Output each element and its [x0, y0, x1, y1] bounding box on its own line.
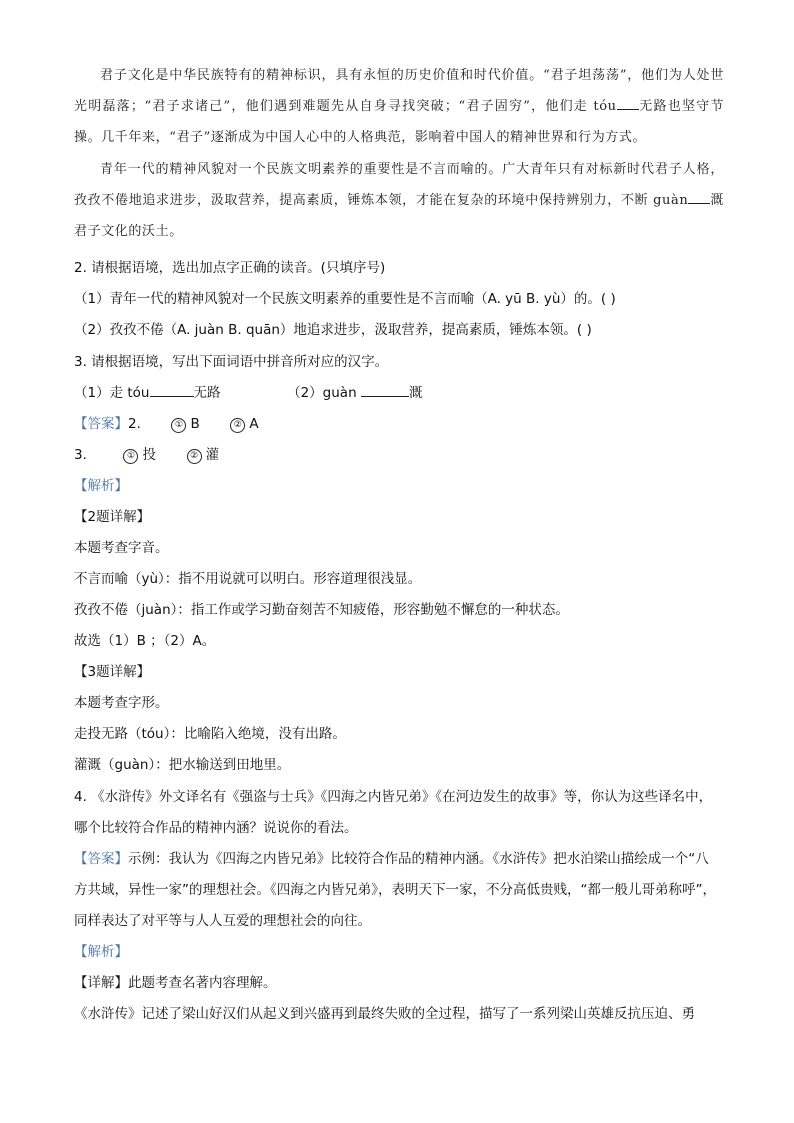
- q3-item-2-prefix: （2）guàn: [287, 385, 357, 401]
- detail-3-line-3: 灌溉（guàn）：把水输送到田地里。: [74, 757, 291, 773]
- question-2-title: 2. 请根据语境，选出加点字正确的读音。(只填序号): [74, 260, 386, 276]
- answer-value: A: [249, 416, 259, 432]
- detail-4-last-line: 《水浒传》记述了梁山好汉们从起义到兴盛再到最终失败的全过程，描写了一系列梁山英雄反抗压迫、勇: [74, 1006, 695, 1022]
- q3-item-1-suffix: 无路: [193, 385, 221, 401]
- q3-item-2-suffix: 溉: [408, 385, 423, 401]
- detail-tag: 【详解】: [74, 975, 128, 991]
- answer-text: 示例：我认为《四海之内皆兄弟》比较符合作品的精神内涵。《水浒传》把水泊梁山描绘成一个“八方共域，异性一家”的理想社会。《四海之内皆兄弟》，表明天下一家，不分高低贵贱，“都一般儿哥弟称呼”，同样表达了对平等与人人互爱的理想社会的向往。: [74, 851, 716, 929]
- detail-3-tag: 【3题详解】: [74, 664, 151, 680]
- passage-text: 青年一代的精神风貌对一个民族文明素养的重要性是不言而喻的。广大青年只有对标新时代君子人格，孜孜不倦地追求进步，汲取营养，提高素质，锤炼本领，才能在复杂的环境中保持辨别力，不断 guàn: [74, 162, 724, 208]
- detail-3-line-2: 走投无路（tóu）：比喻陷入绝境，没有出路。: [74, 726, 346, 742]
- detail-2-line-1: 本题考查字音。: [74, 540, 169, 556]
- detail-2-line-2: 不言而喻（yù）：指不用说就可以明白。形容道理很浅显。: [74, 571, 422, 587]
- analysis-tag: 【解析】: [74, 944, 128, 960]
- detail-2-line-3: 孜孜不倦（juàn）：指工作或学习勤奋刻苦不知疲倦，形容勤勉不懈怠的一种状态。: [74, 602, 569, 618]
- detail-4: [74, 971, 277, 991]
- passage-text: 溉君子文化的沃土。: [74, 193, 724, 239]
- question-4-answer: [74, 844, 722, 937]
- question-4-text: 4. 《水浒传》外文译名有《强盗与士兵》《四海之内皆兄弟》《在河边发生的故事》等，你认为这些译名中，哪个比较符合作品的精神内涵？说说你的看法。: [74, 789, 713, 836]
- answer-tag: 【答案】: [74, 851, 128, 867]
- answer-value: 灌: [205, 447, 220, 463]
- answer-line-2: [74, 443, 219, 464]
- question-3-title: 3. 请根据语境，写出下面词语中拼音所对应的汉字。: [74, 354, 389, 370]
- answer-number: 2.: [128, 416, 141, 432]
- question-3-items: [74, 381, 422, 401]
- fill-blank: [361, 382, 409, 397]
- question-2-item-1: （1）青年一代的精神风貌对一个民族文明素养的重要性是不言而喻（A. yū B. yù）的。( ): [74, 291, 616, 307]
- analysis-tag: 【解析】: [74, 478, 128, 494]
- answer-line-1: [74, 412, 259, 433]
- q3-item-1-prefix: （1）走 tóu: [74, 385, 150, 401]
- answer-number: 3.: [74, 447, 87, 463]
- fill-blank: [688, 189, 710, 204]
- circled-number: ②: [187, 449, 202, 464]
- circled-number: ①: [123, 449, 138, 464]
- passage-text: 无路也坚守节操。几千年来，“君子”逐渐成为中国人心中的人格典范，影响着中国人的精神世界和行为方式。: [74, 99, 724, 145]
- fill-blank: [150, 382, 194, 397]
- detail-2-line-4: 故选（1）B ；（2）A。: [74, 633, 216, 649]
- fill-blank: [617, 95, 639, 110]
- passage-paragraph-1: [74, 60, 724, 153]
- circled-number: ②: [230, 418, 245, 433]
- passage-paragraph-2: [74, 154, 724, 247]
- detail-3-line-1: 本题考查字形。: [74, 695, 169, 711]
- detail-2-tag: 【2题详解】: [74, 509, 151, 525]
- answer-value: B: [190, 416, 200, 432]
- detail-text: 此题考查名著内容理解。: [128, 975, 277, 991]
- passage-text: 君子文化是中华民族特有的精神标识，具有永恒的历史价值和时代价值。“君子坦荡荡”，他们为人处世光明磊落；“君子求诸己”，他们遇到难题先从自身寻找突破；“君子固穷”，他们走 tóu: [74, 68, 724, 114]
- circled-number: ①: [171, 418, 186, 433]
- answer-value: 投: [142, 447, 156, 463]
- question-2-item-2: （2）孜孜不倦（A. juàn B. quān）地追求进步，汲取营养，提高素质，锤炼本领。( ): [74, 322, 592, 338]
- answer-tag: 【答案】: [74, 416, 128, 432]
